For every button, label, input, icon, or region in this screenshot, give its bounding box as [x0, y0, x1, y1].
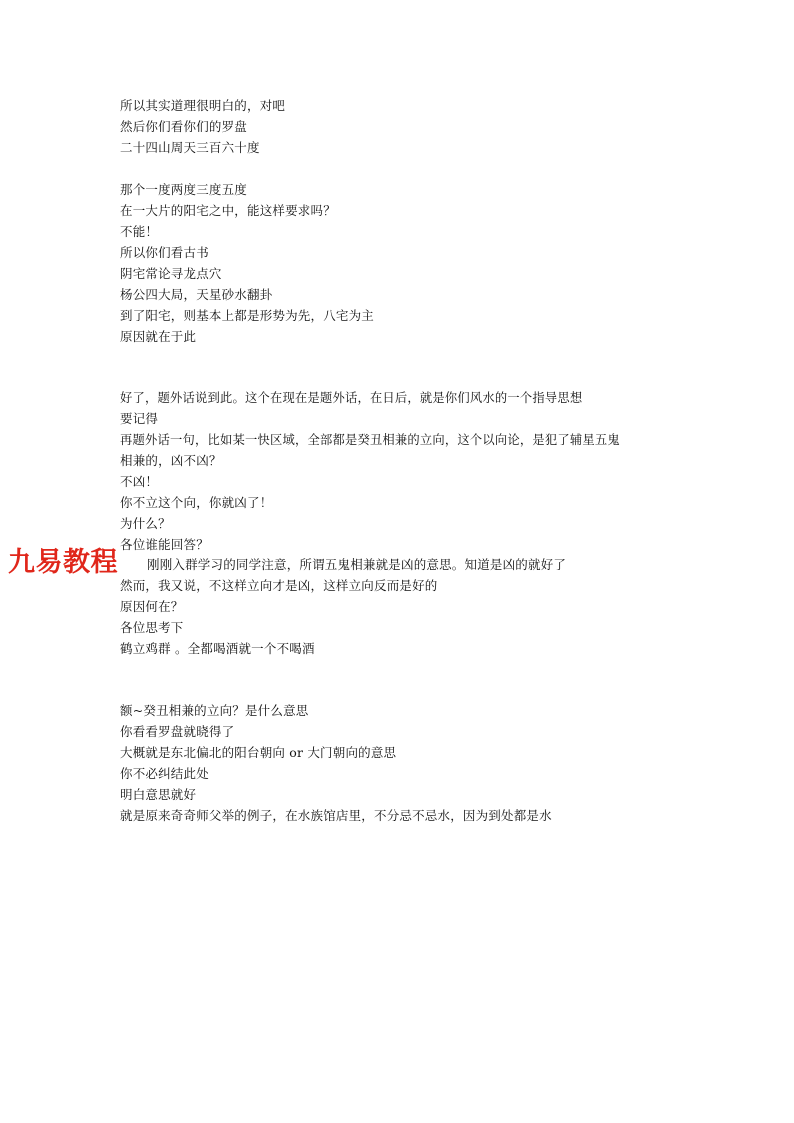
- text-line: 在一大片的阳宅之中，能这样要求吗？: [120, 203, 336, 218]
- text-line: 那个一度两度三度五度: [120, 182, 248, 197]
- text-line: 各位谁能回答？: [120, 537, 209, 552]
- text-line: 到了阳宅，则基本上都是形势为先，八宅为主: [120, 308, 375, 323]
- text-line: 所以其实道理很明白的，对吧: [120, 98, 286, 113]
- text-line: 然而，我又说，不这样立向才是凶，这样立向反而是好的: [120, 578, 438, 593]
- text-line: 不凶！: [120, 474, 159, 489]
- text-line: 再题外话一句，比如某一快区域，全部都是癸丑相兼的立向，这个以向论，是犯了辅星五鬼: [120, 433, 620, 447]
- text-line: 额~癸丑相兼的立向？是什么意思: [120, 703, 309, 718]
- text-line: 好了，题外话说到此。这个在现在是题外话，在日后，就是你们风水的一个指导思想: [120, 391, 583, 405]
- text-line: 你看看罗盘就晓得了: [120, 724, 235, 739]
- text-line: 你不立这个向，你就凶了！: [120, 495, 273, 510]
- text-line: 明白意思就好: [120, 787, 197, 802]
- text-line: 相兼的，凶不凶？: [120, 453, 222, 468]
- text-line: 为什么？: [120, 516, 171, 531]
- text-line: 所以你们看古书: [120, 245, 209, 260]
- text-line: 大概就是东北偏北的阳台朝向 or 大门朝向的意思: [120, 745, 397, 760]
- text-line: 你不必纠结此处: [120, 766, 209, 781]
- text-line: 不能！: [120, 224, 159, 239]
- text-line: 刚刚入群学习的同学注意，所谓五鬼相兼就是凶的意思。知道是凶的就好了: [147, 557, 567, 572]
- text-line: 各位思考下: [120, 620, 184, 635]
- text-line: 鹤立鸡群 。全都喝酒就一个不喝酒: [120, 641, 315, 656]
- text-line: 原因就在于此: [120, 329, 197, 344]
- text-line: 杨公四大局，天星砂水翻卦: [120, 287, 273, 302]
- text-line: 二十四山周天三百六十度: [120, 140, 260, 155]
- text-line: 阴宅常论寻龙点穴: [120, 266, 222, 281]
- text-line: 要记得: [120, 411, 159, 426]
- text-line: 就是原来奇奇师父举的例子，在水族馆店里，不分忌不忌水，因为到处都是水: [120, 808, 552, 823]
- text-line: 原因何在？: [120, 599, 184, 614]
- watermark-text: 九易教程: [8, 543, 118, 583]
- text-line: 然后你们看你们的罗盘: [120, 119, 248, 134]
